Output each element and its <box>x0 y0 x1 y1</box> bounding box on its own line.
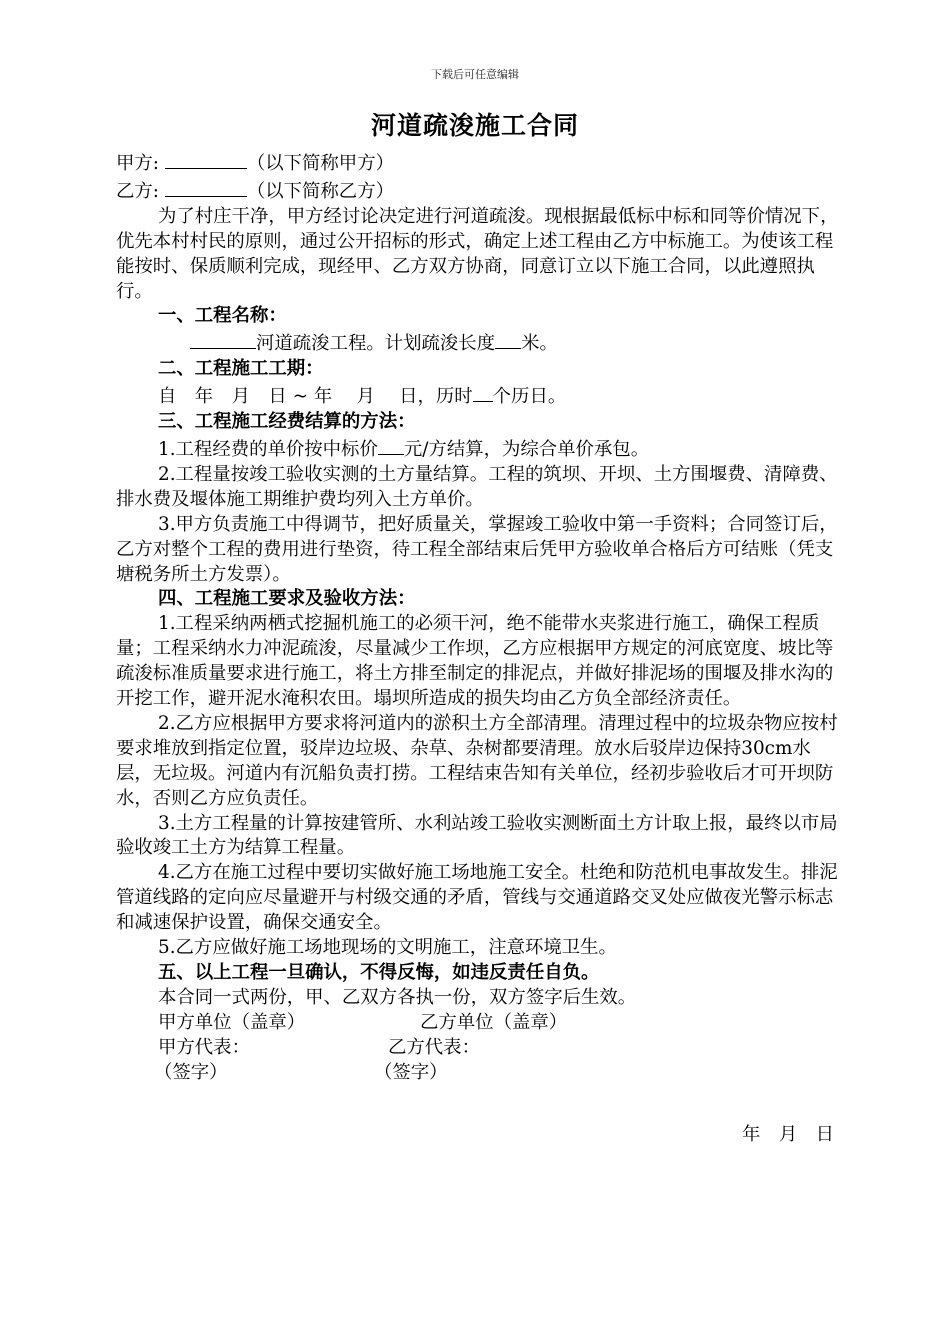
contract-date: 年 月 日 <box>742 1124 834 1145</box>
party-a-sign: （签字） <box>154 1061 228 1083</box>
party-a-unit: 甲方单位（盖章） <box>158 1011 306 1033</box>
project-name-blank <box>190 329 256 349</box>
party-a-label: 甲方: <box>116 153 159 174</box>
section-3-item-2: 2.工程量按竣工验收实测的土方量结算。工程的筑坝、开坝、土方围堰费、清障费、排水费及堰体施工期维护费均列入土方单价。 <box>116 463 838 510</box>
section-4-item-2: 2.乙方应根据甲方要求将河道内的淤积土方全部清理。清理过程中的垃圾杂物应按村要求堆放到指定位置，驳岸边垃圾、杂草、杂树都要清理。放水后驳岸边保持30cm水层，无垃圾。河道内有沉船负责打捞。工程结束告知有关单位，经初步验收后才可开坝防水，否则乙方应负责任。 <box>116 712 838 809</box>
party-a-line <box>116 149 840 177</box>
section-3-item-1-a: 1.工程经费的单价按中标价 <box>158 438 378 460</box>
party-b-sign: （签字） <box>374 1061 448 1083</box>
section-1-title: 一、工程名称： <box>158 305 287 327</box>
section-2-title: 二、工程施工工期： <box>158 358 324 380</box>
party-b-line <box>116 177 840 205</box>
intro-paragraph: 为了村庄干净，甲方经讨论决定进行河道疏浚。现根据最低标中标和同等价情况下，优先本村村民的原则，通过公开招标的形式，确定上述工程由乙方中标施工。为使该工程能按时、保质顺利完成，现经甲、乙方双方协商，同意订立以下施工合同，以此遵照执行。 <box>116 205 839 302</box>
party-b-rep: 乙方代表： <box>388 1036 480 1058</box>
signature-unit-row <box>116 1011 840 1036</box>
document-title: 河道疏浚施工合同 <box>370 111 579 140</box>
party-b-note: （以下简称乙方） <box>246 180 394 202</box>
section-2-text-b: 个历日。 <box>492 386 567 408</box>
section-2-text-a: 自 年 月 日 ~ 年 月 日，历时 <box>158 386 473 408</box>
signature-sign-row <box>116 1061 840 1086</box>
contract-body <box>116 149 840 1086</box>
section-1-text <box>116 329 840 357</box>
party-b-label: 乙方: <box>116 180 159 202</box>
section-4-item-3: 3.土方工程量的计算按建管所、水利站竣工验收实测断面土方计取上报，最终以市局验收竣工土方为结算工程量。 <box>116 812 838 859</box>
section-5-title: 五、以上工程一旦确认，不得反悔，如违反责任自负。 <box>158 962 600 983</box>
section-3-item-1 <box>116 435 840 463</box>
section-5-text: 本合同一式两份，甲、乙双方各执一份，双方签字后生效。 <box>158 986 637 1008</box>
section-4-item-4: 4.乙方在施工过程中要切实做好施工场地施工安全。杜绝和防范机电事故发生。排泥管道线路的定向应尽量避开与村级交通的矛盾，管线与交通道路交叉处应做夜光警示标志和减速保护设置，确保交通安全。 <box>116 862 838 934</box>
party-a-blank <box>165 149 247 169</box>
party-a-rep: 甲方代表： <box>158 1036 250 1058</box>
party-b-blank <box>165 177 247 197</box>
section-1-text-a: 河道疏浚工程。计划疏浚长度 <box>256 333 496 355</box>
signature-rep-row <box>116 1036 840 1061</box>
section-3-title: 三、工程施工经费结算的方法： <box>158 411 416 433</box>
section-2-text <box>116 382 840 410</box>
party-a-note: （以下简称甲方） <box>246 153 394 174</box>
section-3-item-3: 3.甲方负责施工中得调节，把好质量关，掌握竣工验收中第一手资料；合同签订后，乙方对整个工程的费用进行垫资，待工程全部结束后凭甲方验收单合格后方可结账（凭支塘税务所土方发票）。 <box>116 513 838 585</box>
section-4-title: 四、工程施工要求及验收方法： <box>158 588 416 610</box>
section-4-item-1: 1.工程采纳两栖式挖掘机施工的必须干河，绝不能带水夹浆进行施工，确保工程质量；工程采纳水力冲泥疏浚，尽量减少工作坝，乙方应根据甲方规定的河底宽度、坡比等疏浚标准质量要求进行施工，将土方排至制定的排泥点，并做好排泥场的围堰及排水沟的开挖工作，避开泥水淹积农田。塌坝所造成的损失均由乙方负全部经济责任。 <box>116 613 834 710</box>
section-4-item-5: 5.乙方应做好施工场地现场的文明施工，注意环境卫生。 <box>158 937 617 959</box>
unit-price-blank <box>378 435 404 455</box>
length-blank <box>495 329 521 349</box>
page-header-note: 下载后可任意编辑 <box>431 68 519 81</box>
section-1-text-b: 米。 <box>521 333 558 355</box>
duration-blank <box>473 382 493 402</box>
party-b-unit: 乙方单位（盖章） <box>420 1011 568 1033</box>
section-3-item-1-b: 元/方结算，为综合单价承包。 <box>403 438 650 460</box>
